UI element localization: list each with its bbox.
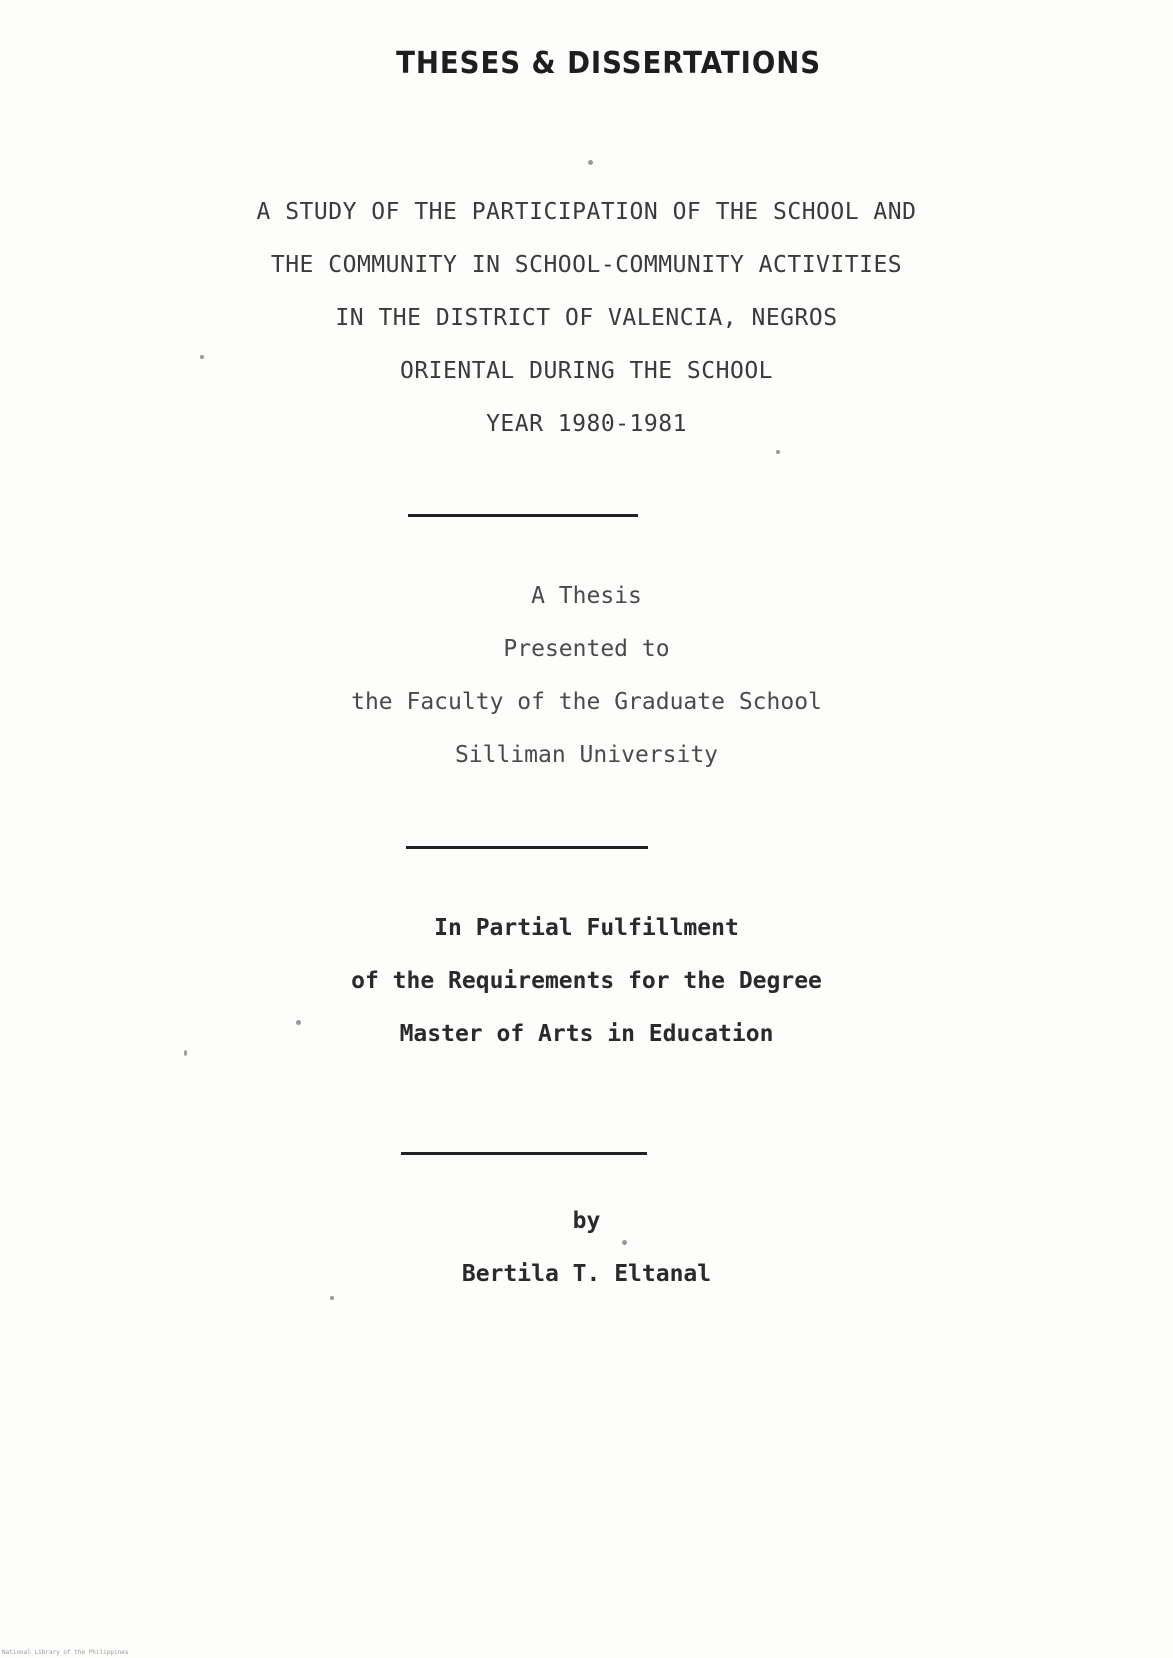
theses-dissertations-stamp: THESES & DISSERTATIONS	[396, 46, 822, 81]
divider-rule-1	[408, 514, 638, 517]
thesis-label: A Thesis	[531, 583, 642, 609]
by-label: by	[572, 1208, 601, 1234]
scan-speckle	[588, 160, 593, 165]
partial-fulfillment-label: In Partial Fulfillment	[434, 915, 739, 941]
scan-speckle	[776, 450, 780, 454]
requirements-label: of the Requirements for the Degree	[351, 968, 822, 994]
title-line-3: IN THE DISTRICT OF VALENCIA, NEGROS	[335, 305, 838, 331]
faculty-label: the Faculty of the Graduate School	[351, 689, 822, 715]
title-line-5: YEAR 1980-1981	[486, 411, 687, 437]
footer-note: National Library of the Philippines	[2, 1649, 129, 1656]
author-name: Bertila T. Eltanal	[461, 1261, 712, 1287]
presented-to-label: Presented to	[503, 636, 670, 662]
university-label: Silliman University	[454, 742, 719, 768]
scan-speckle	[296, 1020, 301, 1025]
title-line-2: THE COMMUNITY IN SCHOOL-COMMUNITY ACTIVITIES	[270, 252, 903, 278]
title-line-1: A STUDY OF THE PARTICIPATION OF THE SCHOOL AND	[256, 199, 917, 225]
title-line-4: ORIENTAL DURING THE SCHOOL	[399, 358, 774, 384]
scan-speckle	[622, 1240, 627, 1245]
divider-rule-2	[406, 846, 648, 849]
scan-speckle	[184, 1050, 187, 1056]
scan-speckle	[330, 1296, 334, 1300]
degree-label: Master of Arts in Education	[399, 1021, 774, 1047]
divider-rule-3	[401, 1152, 647, 1155]
scan-speckle	[200, 355, 204, 359]
